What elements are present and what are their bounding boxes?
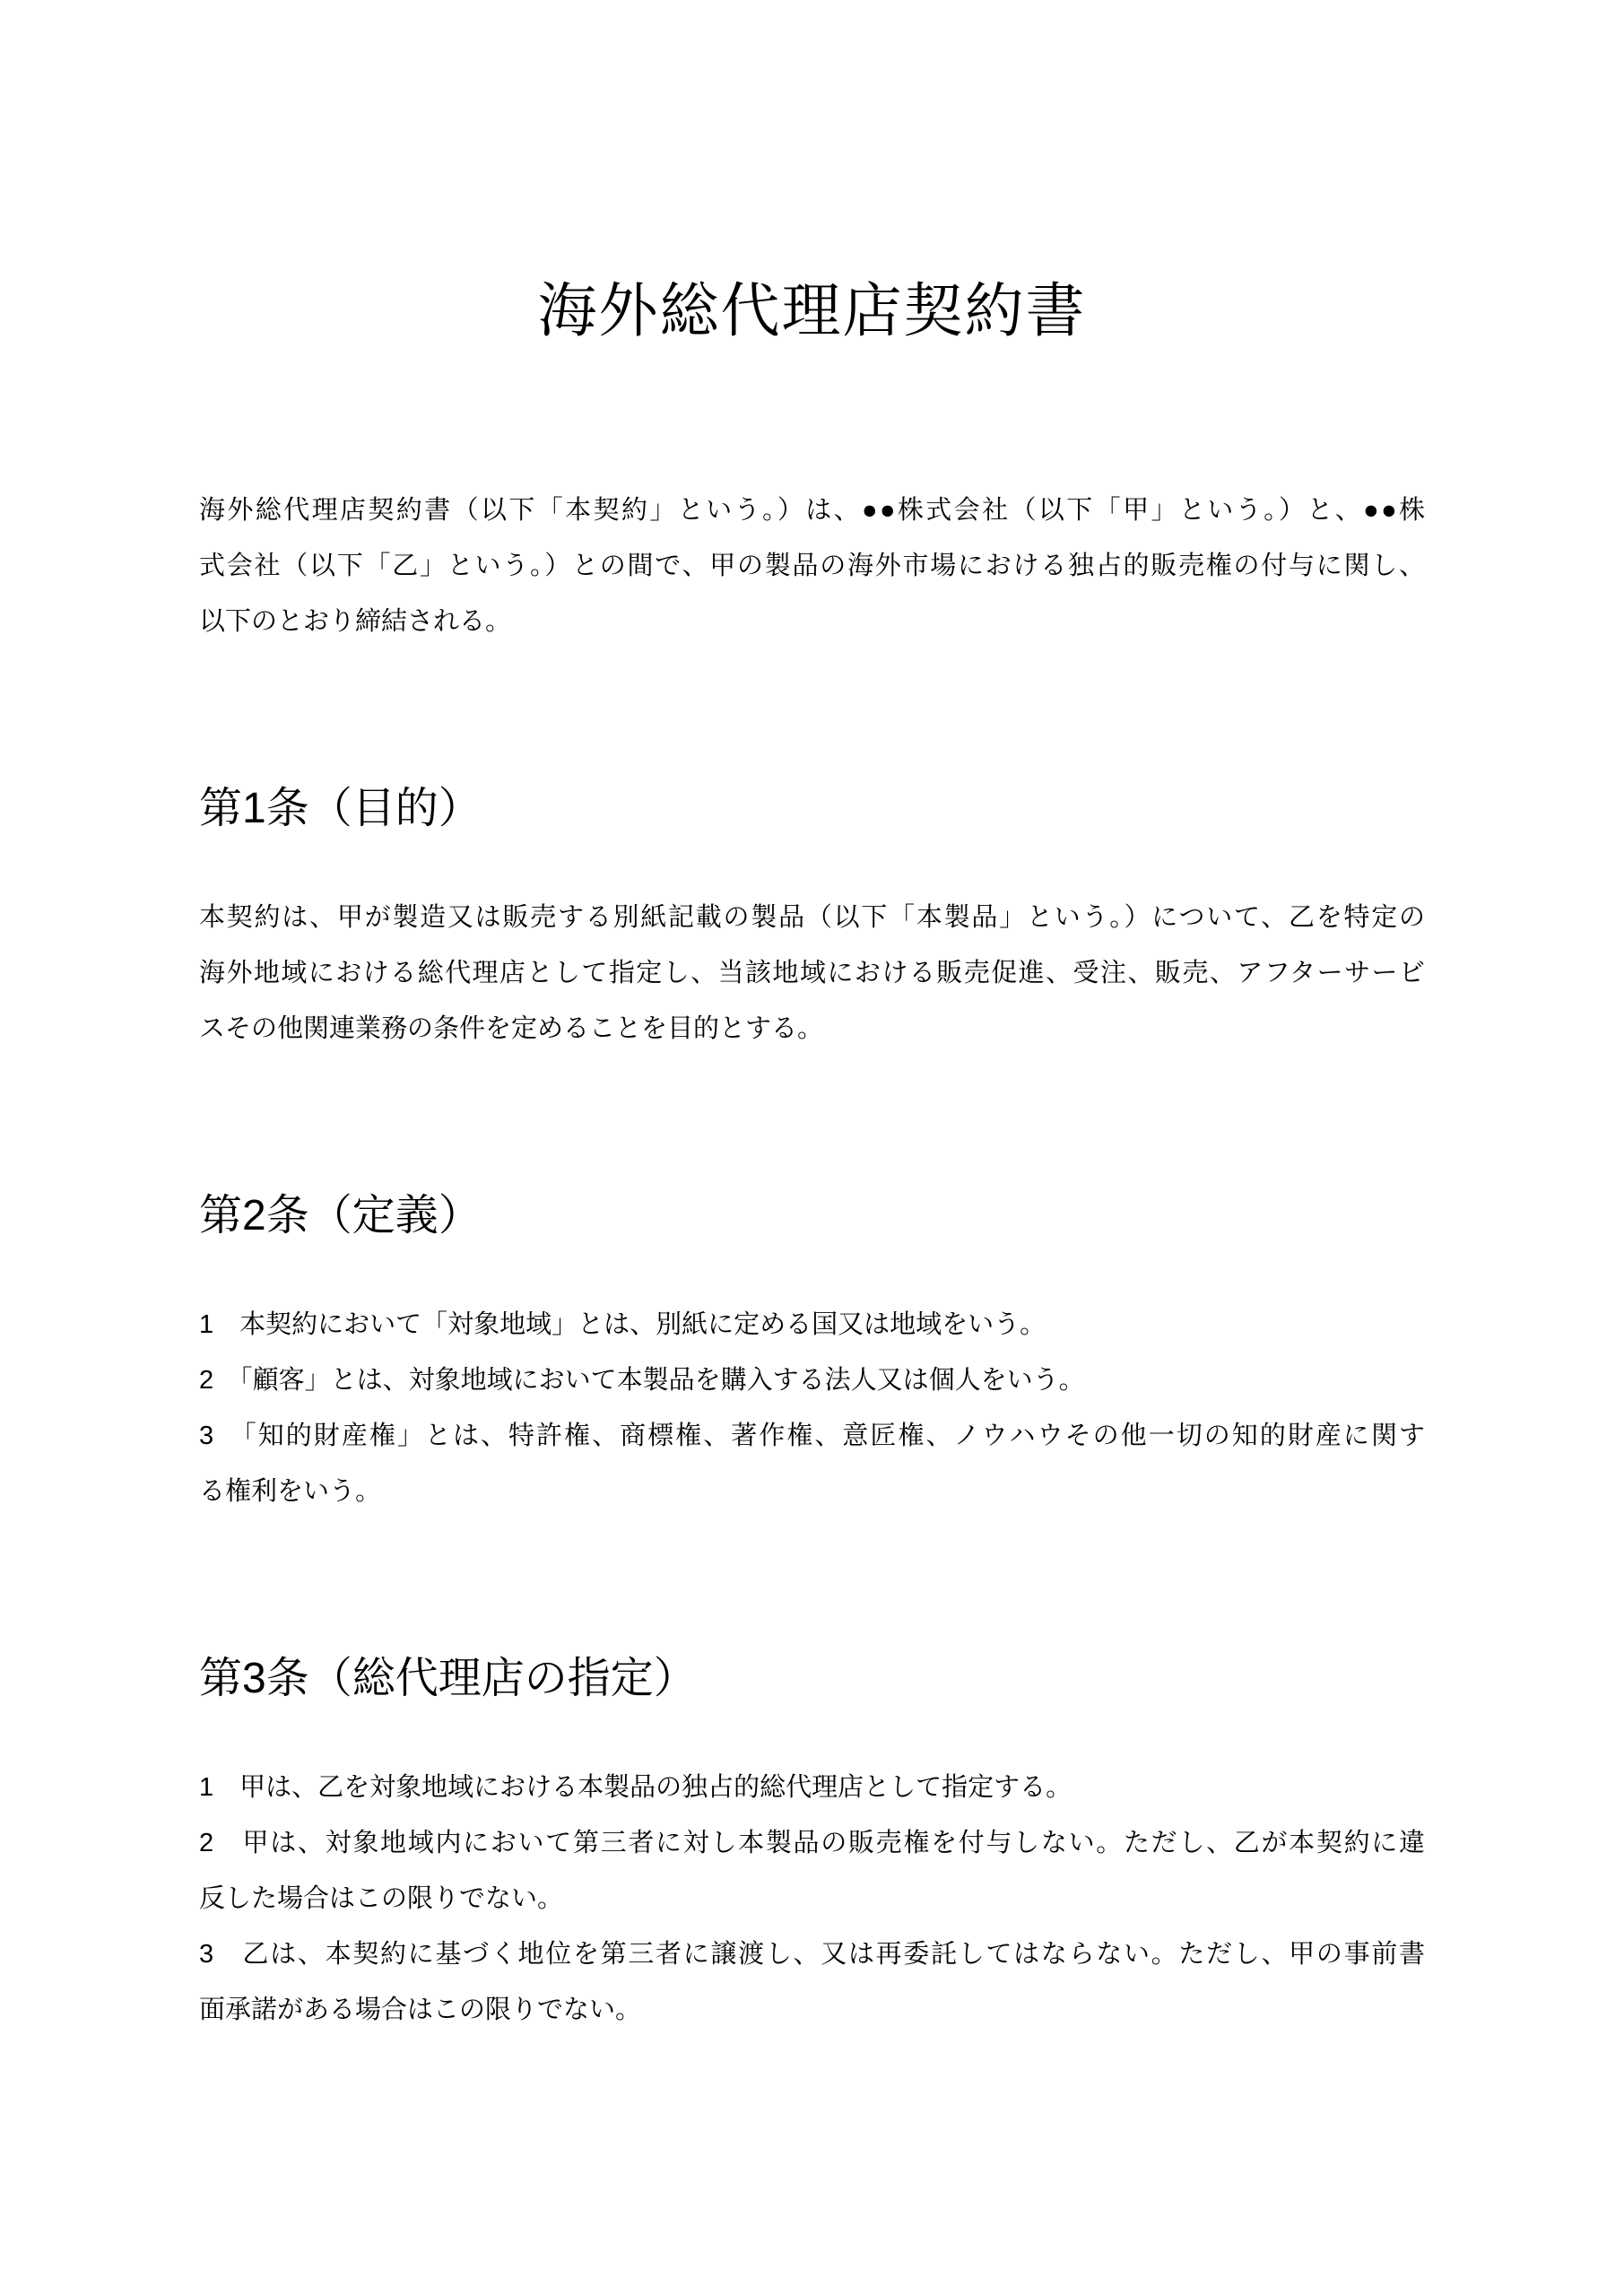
clause-item-line: る権利をいう。 [199,1477,382,1506]
section-article-1 [199,782,1425,1057]
clause-item-line: 2 「顧客」とは、対象地域において本製品を購入する法人又は個人をいう。 [199,1366,1085,1395]
clause-item-line: 1 本契約において「対象地域」とは、別紙に定める国又は地域をいう。 [199,1310,1046,1339]
article-1-body [199,890,1425,1057]
clause-item-line: 3 乙は、本契約に基づく地位を第三者に譲渡し、又は再委託してはならない。ただし、甲の事前書 [199,1940,1425,1969]
paragraph-line: 海外地域における総代理店として指定し、当該地域における販売促進、受注、販売、アフターサービ [199,959,1425,987]
clause-item-line: 1 甲は、乙を対象地域における本製品の独占的総代理店として指定する。 [199,1773,1073,1802]
article-3-body [199,1760,1425,2038]
paragraph-line: 本契約は、甲が製造又は販売する別紙記載の製品（以下「本製品」という。）について、乙を特定の [199,903,1425,932]
preamble-line: 式会社（以下「乙」という。）との間で、甲の製品の海外市場における独占的販売権の付与に関し、 [199,552,1425,580]
article-2-heading: 第2条（定義） [199,1192,482,1239]
document-title: 海外総代理店契約書 [537,277,1087,344]
paragraph-line: スその他関連業務の条件を定めることを目的とする。 [199,1014,824,1043]
section-article-2 [199,1189,1425,1519]
section-article-3 [199,1652,1425,2038]
article-3-heading: 第3条（総代理店の指定） [199,1655,697,1702]
clause-item-line: 2 甲は、対象地域内において第三者に対し本製品の販売権を付与しない。ただし、乙が本契約に違 [199,1829,1425,1857]
clause-item-line: 反した場合はこの限りでない。 [199,1884,564,1913]
preamble [199,483,1425,649]
preamble-line: 以下のとおり締結される。 [199,607,512,636]
preamble-line: 海外総代理店契約書（以下「本契約」という。）は、●●株式会社（以下「甲」という。）と、●●株 [199,496,1425,525]
clause-item-line: 面承諾がある場合はこの限りでない。 [199,1996,642,2024]
clause-item-line: 3 「知的財産権」とは、特許権、商標権、著作権、意匠権、ノウハウその他一切の知的財産に関す [199,1422,1425,1450]
article-2-body [199,1297,1425,1519]
article-1-heading: 第1条（目的） [199,785,482,832]
